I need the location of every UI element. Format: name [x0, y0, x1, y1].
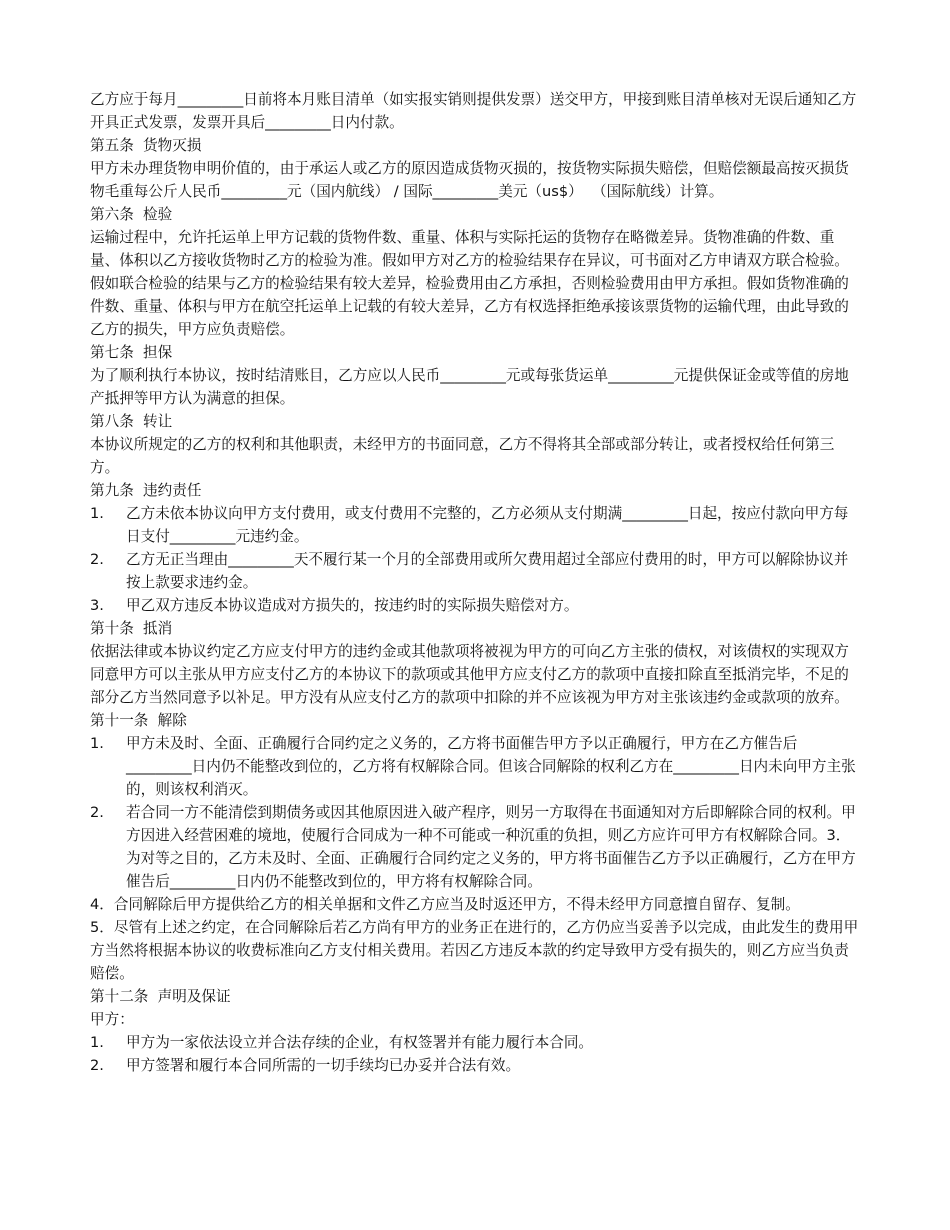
- item-number: 1.: [90, 505, 104, 522]
- article-11-item-5: 5．尽管有上述之约定，在合同解除后若乙方尚有甲方的业务正在进行的，乙方仍应当妥善予以完成，由此发生的费用甲方当然将根据本协议的收费标准向乙方支付相关费用。若因乙方违反本款的约定导致甲方受有损失的，则乙方应当负责赔偿。: [90, 919, 859, 982]
- article-9-item-3: [90, 594, 862, 617]
- item-number: 1.: [90, 1034, 104, 1051]
- item-number: 3.: [90, 597, 104, 614]
- item-text: 甲方为一家依法设立并合法存续的企业，有权签署并有能力履行本合同。: [126, 1034, 594, 1051]
- item-text: 乙方无正当理由_________天不履行某一个月的全部费用或所欠费用超过全部应付费用的时，甲方可以解除协议并按上款要求违约金。: [126, 551, 849, 591]
- article-8-body: 本协议所规定的乙方的权利和其他职责，未经甲方的书面同意，乙方不得将其全部或部分转让，或者授权给任何第三方。: [90, 436, 835, 476]
- article-7-body: 为了顺利执行本协议，按时结清账目，乙方应以人民币_________元或每张货运单_________元提供保证金或等值的房地产抵押等甲方认为满意的担保。: [90, 367, 849, 407]
- article-12-item-2: [90, 1054, 862, 1077]
- article-11-item-2: [90, 801, 862, 893]
- item-number: 2.: [90, 551, 104, 568]
- article-9-title: 第九条 违约责任: [90, 482, 202, 499]
- article-12-item-1: [90, 1031, 862, 1054]
- article-5-title: 第五条 货物灭损: [90, 137, 202, 154]
- article-6-title: 第六条 检验: [90, 206, 173, 223]
- item-text: 甲方签署和履行本合同所需的一切手续均已办妥并合法有效。: [126, 1057, 521, 1074]
- article-9-item-1: [90, 502, 862, 548]
- item-text: 若合同一方不能清偿到期债务或因其他原因进入破产程序，则另一方取得在书面通知对方后即解除合同的权利。甲方因进入经营困难的境地，使履行合同成为一种不可能或一种沉重的负担，则乙方应许可甲方有权解除合同。3．为对等之目的，乙方未及时、全面、正确履行合同约定之义务的，甲方将书面催告乙方予以正确履行，乙方在甲方催告后_________日内仍不能整改到位的，甲方将有权解除合同。: [126, 804, 856, 890]
- article-5-body: 甲方未办理货物申明价值的，由于承运人或乙方的原因造成货物灭损的，按货物实际损失赔偿，但赔偿额最高按灭损货物毛重每公斤人民币_________元（国内航线） / 国际_________美元（us$） （国际航线）计算。: [90, 160, 849, 200]
- item-number: 1.: [90, 735, 104, 752]
- article-12-title: 第十二条 声明及保证: [90, 988, 231, 1005]
- article-7-title: 第七条 担保: [90, 344, 173, 361]
- article-10-body: 依据法律或本协议约定乙方应支付甲方的违约金或其他款项将被视为甲方的可向乙方主张的债权，对该债权的实现双方同意甲方可以主张从甲方应支付乙方的本协议下的款项或其他甲方应支付乙方的款项中直接扣除直至抵消完毕，不足的部分乙方当然同意予以补足。甲方没有从应支付乙方的款项中扣除的并不应该视为甲方对主张该违约金或款项的放弃。: [90, 643, 849, 706]
- item-text: 甲方未及时、全面、正确履行合同约定之义务的，乙方将书面催告甲方予以正确履行，甲方在乙方催告后_________日内仍不能整改到位的，乙方将有权解除合同。但该合同解除的权利乙方在_________日内未向甲方主张的，则该权利消灭。: [126, 735, 856, 798]
- article-8-title: 第八条 转让: [90, 413, 173, 430]
- article-11-item-1: [90, 732, 862, 801]
- article-11-item-4: 4．合同解除后甲方提供给乙方的相关单据和文件乙方应当及时返还甲方，不得未经甲方同意擅自留存、复制。: [90, 896, 800, 913]
- item-text: 乙方未依本协议向甲方支付费用，或支付费用不完整的，乙方必须从支付期满_________日起，按应付款向甲方每日支付_________元违约金。: [126, 505, 849, 545]
- article-9-item-2: [90, 548, 862, 594]
- intro-paragraph: 乙方应于每月_________日前将本月账目清单（如实报实销则提供发票）送交甲方，甲接到账目清单核对无误后通知乙方开具正式发票，发票开具后_________日内付款。: [90, 91, 857, 131]
- contract-page: [90, 88, 862, 1077]
- article-10-title: 第十条 抵消: [90, 620, 173, 637]
- article-6-body: 运输过程中，允许托运单上甲方记载的货物件数、重量、体积与实际托运的货物存在略微差异。货物准确的件数、重量、体积以乙方接收货物时乙方的检验为准。假如甲方对乙方的检验结果存在异议，可书面对乙方申请双方联合检验。假如联合检验的结果与乙方的检验结果有较大差异，检验费用由乙方承担，否则检验费用由甲方承担。假如货物准确的件数、重量、体积与甲方在航空托运单上记载的有较大差异，乙方有权选择拒绝承接该票货物的运输代理，由此导致的乙方的损失，甲方应负责赔偿。: [90, 229, 849, 338]
- item-number: 2.: [90, 1057, 104, 1074]
- item-text: 甲乙双方违反本协议造成对方损失的，按违约时的实际损失赔偿对方。: [126, 597, 579, 614]
- article-12-party-label: 甲方：: [90, 1011, 134, 1028]
- item-number: 2.: [90, 804, 104, 821]
- article-11-title: 第十一条 解除: [90, 712, 187, 729]
